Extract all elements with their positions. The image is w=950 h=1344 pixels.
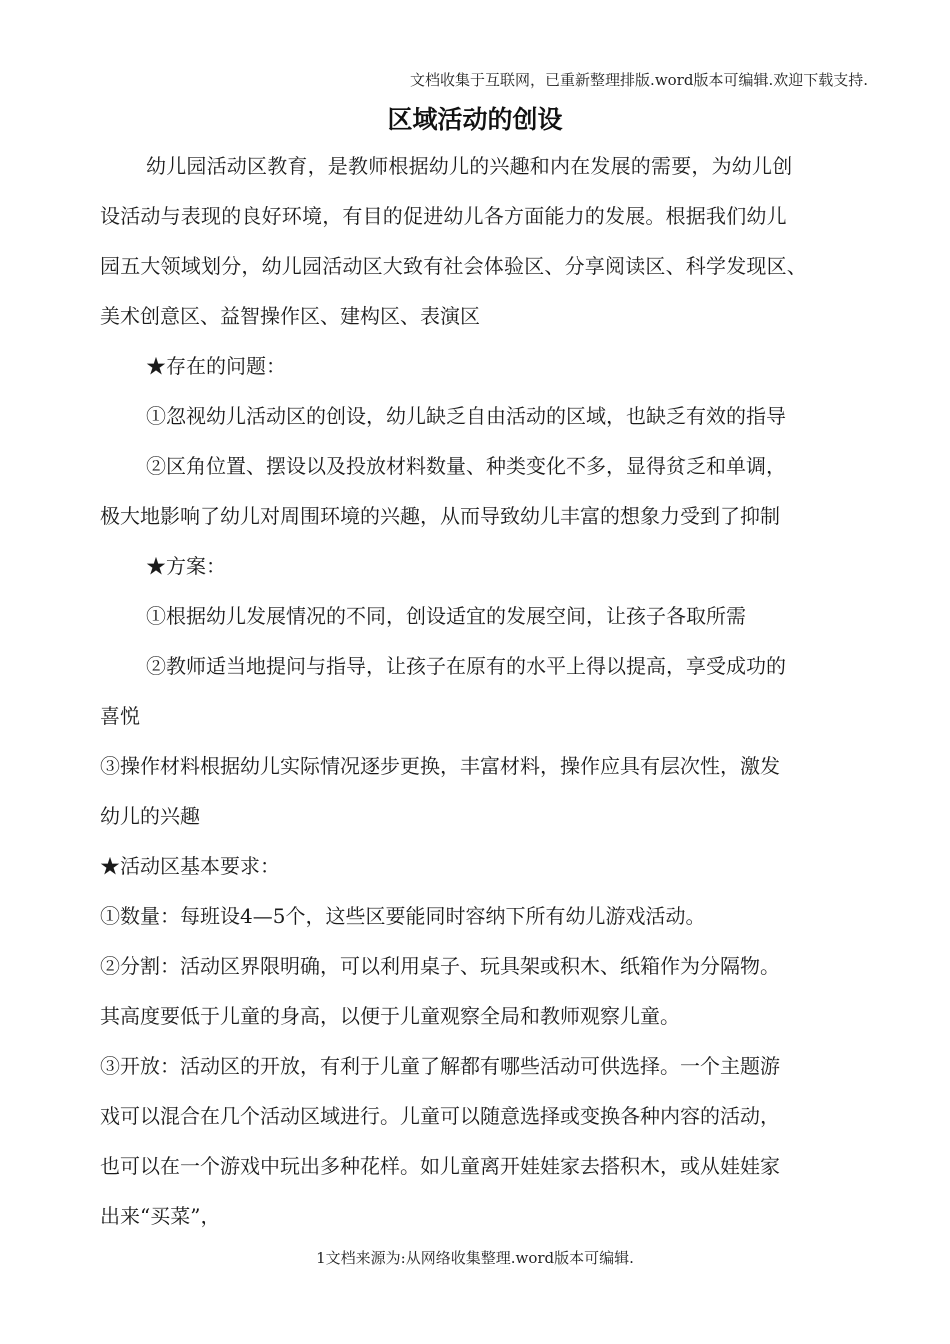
body-line: ②教师适当地提问与指导，让孩子在原有的水平上得以提高，享受成功的: [146, 654, 786, 678]
body-line: ②区角位置、摆设以及投放材料数量、种类变化不多，显得贫乏和单调，: [146, 454, 786, 478]
body-line: 其高度要低于儿童的身高，以便于儿童观察全局和教师观察儿童。: [100, 1004, 680, 1028]
body-line: 园五大领域划分，幼儿园活动区大致有社会体验区、分享阅读区、科学发现区、: [100, 254, 807, 278]
footer-note: 1文档来源为:从网络收集整理.word版本可编辑.: [316, 1249, 634, 1267]
body-line: 出来“买菜”，: [100, 1204, 221, 1228]
body-line: ②分割：活动区界限明确，可以利用桌子、玩具架或积木、纸箱作为分隔物。: [100, 954, 780, 978]
body-line: 设活动与表现的良好环境，有目的促进幼儿各方面能力的发展。根据我们幼儿: [100, 204, 787, 228]
section-heading: ★活动区基本要求：: [100, 854, 280, 878]
body-line: 戏可以混合在几个活动区域进行。儿童可以随意选择或变换各种内容的活动，: [100, 1104, 780, 1128]
body-line: 幼儿的兴趣: [100, 804, 200, 828]
body-line: ③操作材料根据幼儿实际情况逐步更换，丰富材料，操作应具有层次性，激发: [100, 754, 780, 778]
body-line: 也可以在一个游戏中玩出多种花样。如儿童离开娃娃家去搭积木，或从娃娃家: [100, 1154, 780, 1178]
body-line: ①根据幼儿发展情况的不同，创设适宜的发展空间，让孩子各取所需: [146, 604, 746, 628]
body-line: 喜悦: [100, 704, 140, 728]
section-heading: ★方案：: [146, 554, 226, 578]
body-line: ③开放：活动区的开放，有利于儿童了解都有哪些活动可供选择。一个主题游: [100, 1054, 780, 1078]
body-line: 幼儿园活动区教育，是教师根据幼儿的兴趣和内在发展的需要，为幼儿创: [146, 154, 793, 178]
header-note: 文档收集于互联网，已重新整理排版.word版本可编辑.欢迎下载支持.: [410, 71, 868, 89]
body-line: ①数量：每班设4—5个，这些区要能同时容纳下所有幼儿游戏活动。: [100, 904, 706, 928]
body-line: 美术创意区、益智操作区、建构区、表演区: [100, 304, 480, 328]
document-title: 区域活动的创设: [387, 105, 563, 134]
section-heading: ★存在的问题：: [146, 354, 286, 378]
body-line: 极大地影响了幼儿对周围环境的兴趣，从而导致幼儿丰富的想象力受到了抑制: [100, 504, 780, 528]
body-line: ①忽视幼儿活动区的创设，幼儿缺乏自由活动的区域，也缺乏有效的指导: [146, 404, 786, 428]
